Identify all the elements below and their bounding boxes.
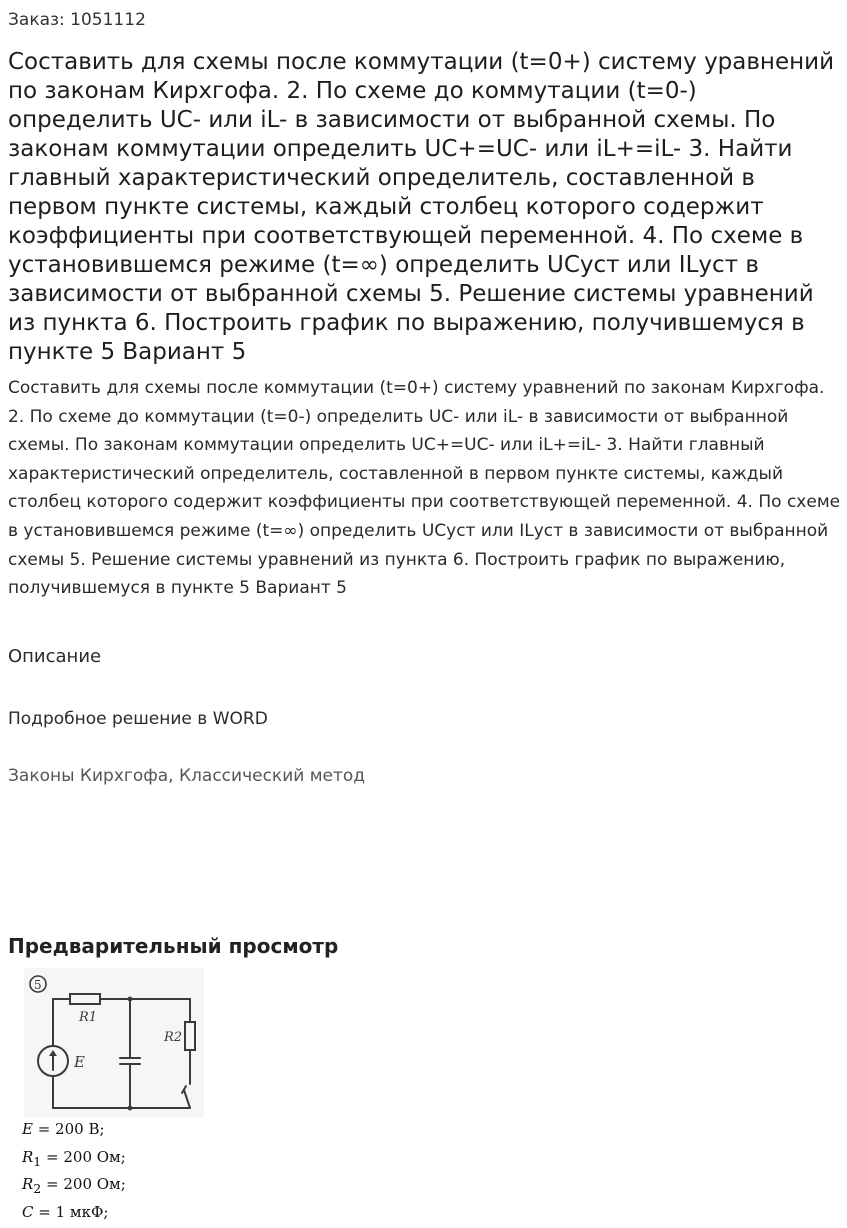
param-subscript: 1 (33, 1154, 41, 1169)
param-r2 (22, 1173, 126, 1201)
param-value: = 200 Ом; (41, 1148, 126, 1166)
task-title: Составить для схемы после коммутации (t=0+) систему уравнений по законам Кирхгофа. 2. По схеме до коммутации (t=0-) определить UC- или iL- в зависимости от выбранной схемы. По законам коммутации определить UC+=UC- или iL+=iL- 3. Найти главный характеристический определитель, составленной в первом пункте системы, каждый столбец которого содержит коэффициенты при соответствующей переменной. 4. По схеме в установившемся режиме (t=∞) определить UCуст или ILуст в зависимости от выбранной схемы 5. Решение системы уравнений из пункта 6. Построить график по выражению, получившемуся в пункте 5 Вариант 5 (8, 48, 840, 367)
task-description: Составить для схемы после коммутации (t=0+) систему уравнений по законам Кирхгофа. 2. По схеме до коммутации (t=0-) определить UC- или iL- в зависимости от выбранной схемы. По законам коммутации определить UC+=UC- или iL+=iL- 3. Найти главный характеристический определитель, составленной в первом пункте системы, каждый столбец которого содержит коэффициенты при соответствующей переменной. 4. По схеме в установившемся режиме (t=∞) определить UCуст или ILуст в зависимости от выбранной схемы 5. Решение системы уравнений из пункта 6. Построить график по выражению, получившемуся в пункте 5 Вариант 5 (8, 374, 842, 603)
param-symbol: E (22, 1120, 33, 1138)
param-symbol: R (22, 1148, 33, 1166)
topic-tags: Законы Кирхгофа, Классический метод (8, 766, 365, 786)
parameter-list (22, 1118, 126, 1228)
solution-detail: Подробное решение в WORD (8, 709, 268, 729)
variant-number: 5 (34, 978, 42, 992)
param-e (22, 1118, 126, 1146)
param-symbol: C (22, 1203, 33, 1221)
param-value: = 200 В; (33, 1120, 105, 1138)
param-c (22, 1201, 126, 1228)
section-label: Описание (8, 646, 101, 667)
param-subscript: 2 (33, 1181, 41, 1196)
param-value: = 200 Ом; (41, 1175, 126, 1193)
circuit-diagram (24, 968, 204, 1118)
preview-heading: Предварительный просмотр (8, 934, 338, 958)
node-top (128, 997, 133, 1002)
param-symbol: R (22, 1175, 33, 1193)
r1-label: R1 (78, 1010, 97, 1025)
param-value: = 1 мкФ; (33, 1203, 108, 1221)
r2-label: R2 (163, 1030, 182, 1045)
order-number: Заказ: 1051112 (8, 10, 146, 30)
param-r1 (22, 1146, 126, 1174)
node-bottom (128, 1106, 133, 1111)
e-label: E (73, 1053, 85, 1071)
